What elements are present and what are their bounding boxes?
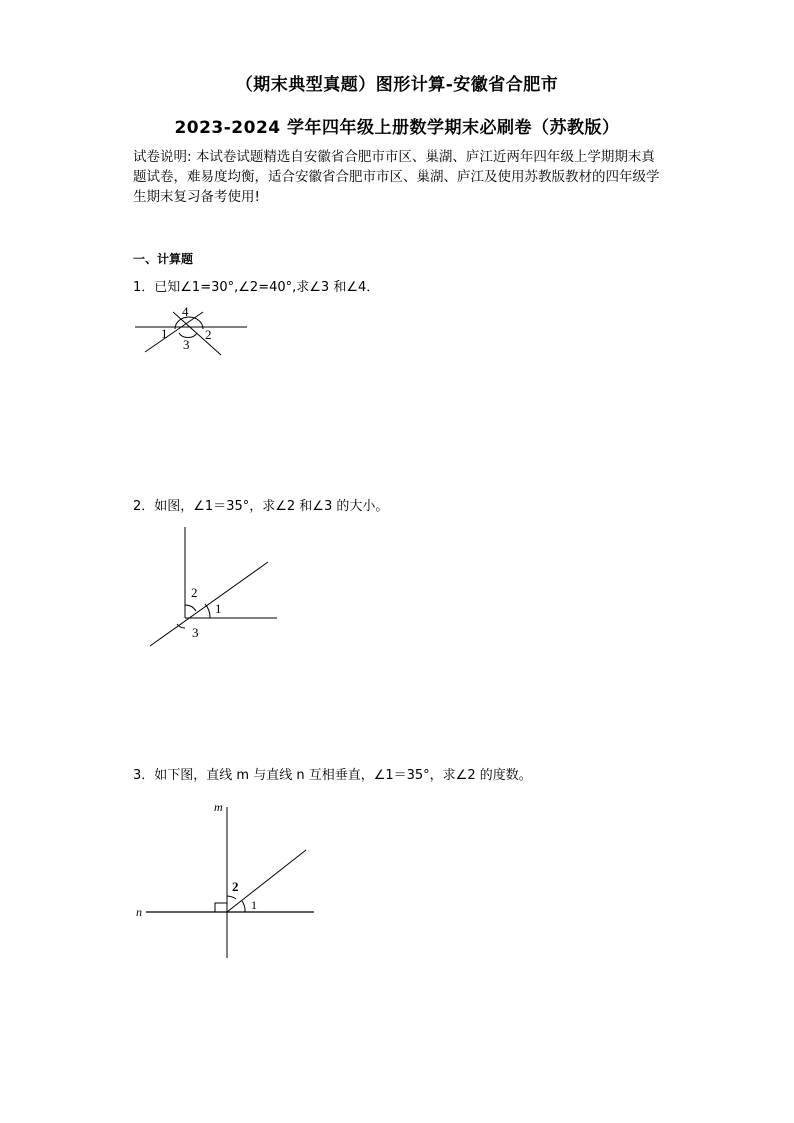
q3-arc-1 bbox=[242, 901, 245, 912]
question-1-text: 1．已知∠1=30°,∠2=40°,求∠3 和∠4． bbox=[133, 280, 380, 295]
q2-arc-3 bbox=[177, 624, 185, 628]
q3-label-2: 2 bbox=[232, 879, 239, 894]
q2-slanted-line bbox=[150, 562, 268, 646]
q2-label-2: 2 bbox=[191, 585, 198, 600]
question-3-figure bbox=[130, 795, 330, 965]
q3-arc-2 bbox=[227, 896, 236, 899]
q2-label-3: 3 bbox=[192, 625, 199, 640]
title-line-1: （期末典型真题）图形计算-安徽省合肥市 bbox=[235, 75, 559, 95]
question-2-text: 2．如图，∠1＝35°，求∠2 和∠3 的大小。 bbox=[133, 499, 389, 514]
q3-label-m: m bbox=[214, 800, 223, 814]
question-3-text: 3．如下图，直线 m 与直线 n 互相垂直，∠1＝35°，求∠2 的度数。 bbox=[133, 768, 532, 783]
q2-label-1: 1 bbox=[215, 601, 222, 616]
q1-label-4: 4 bbox=[182, 304, 189, 319]
test-description: 试卷说明: 本试卷试题精选自安徽省合肥市市区、巢湖、庐江近两年四年级上学期期末真题试卷，难易度均衡，适合安徽省合肥市市区、巢湖、庐江及使用苏教版教材的四年级学生期末复习备考使用! bbox=[133, 149, 660, 205]
question-1-figure bbox=[125, 300, 260, 360]
q1-label-3: 3 bbox=[183, 337, 190, 352]
question-2-figure bbox=[140, 522, 285, 652]
q3-right-angle-mark bbox=[215, 903, 227, 912]
q2-arc-2 bbox=[185, 605, 196, 611]
q3-label-1: 1 bbox=[251, 898, 257, 912]
title-line-2: 2023-2024 学年四年级上册数学期末必刷卷（苏教版） bbox=[174, 118, 620, 138]
section-title: 一、计算题 bbox=[133, 252, 194, 266]
q3-label-n: n bbox=[136, 905, 142, 919]
q1-label-2: 2 bbox=[205, 327, 212, 342]
q1-label-1: 1 bbox=[161, 326, 168, 341]
q3-ray bbox=[227, 850, 306, 912]
